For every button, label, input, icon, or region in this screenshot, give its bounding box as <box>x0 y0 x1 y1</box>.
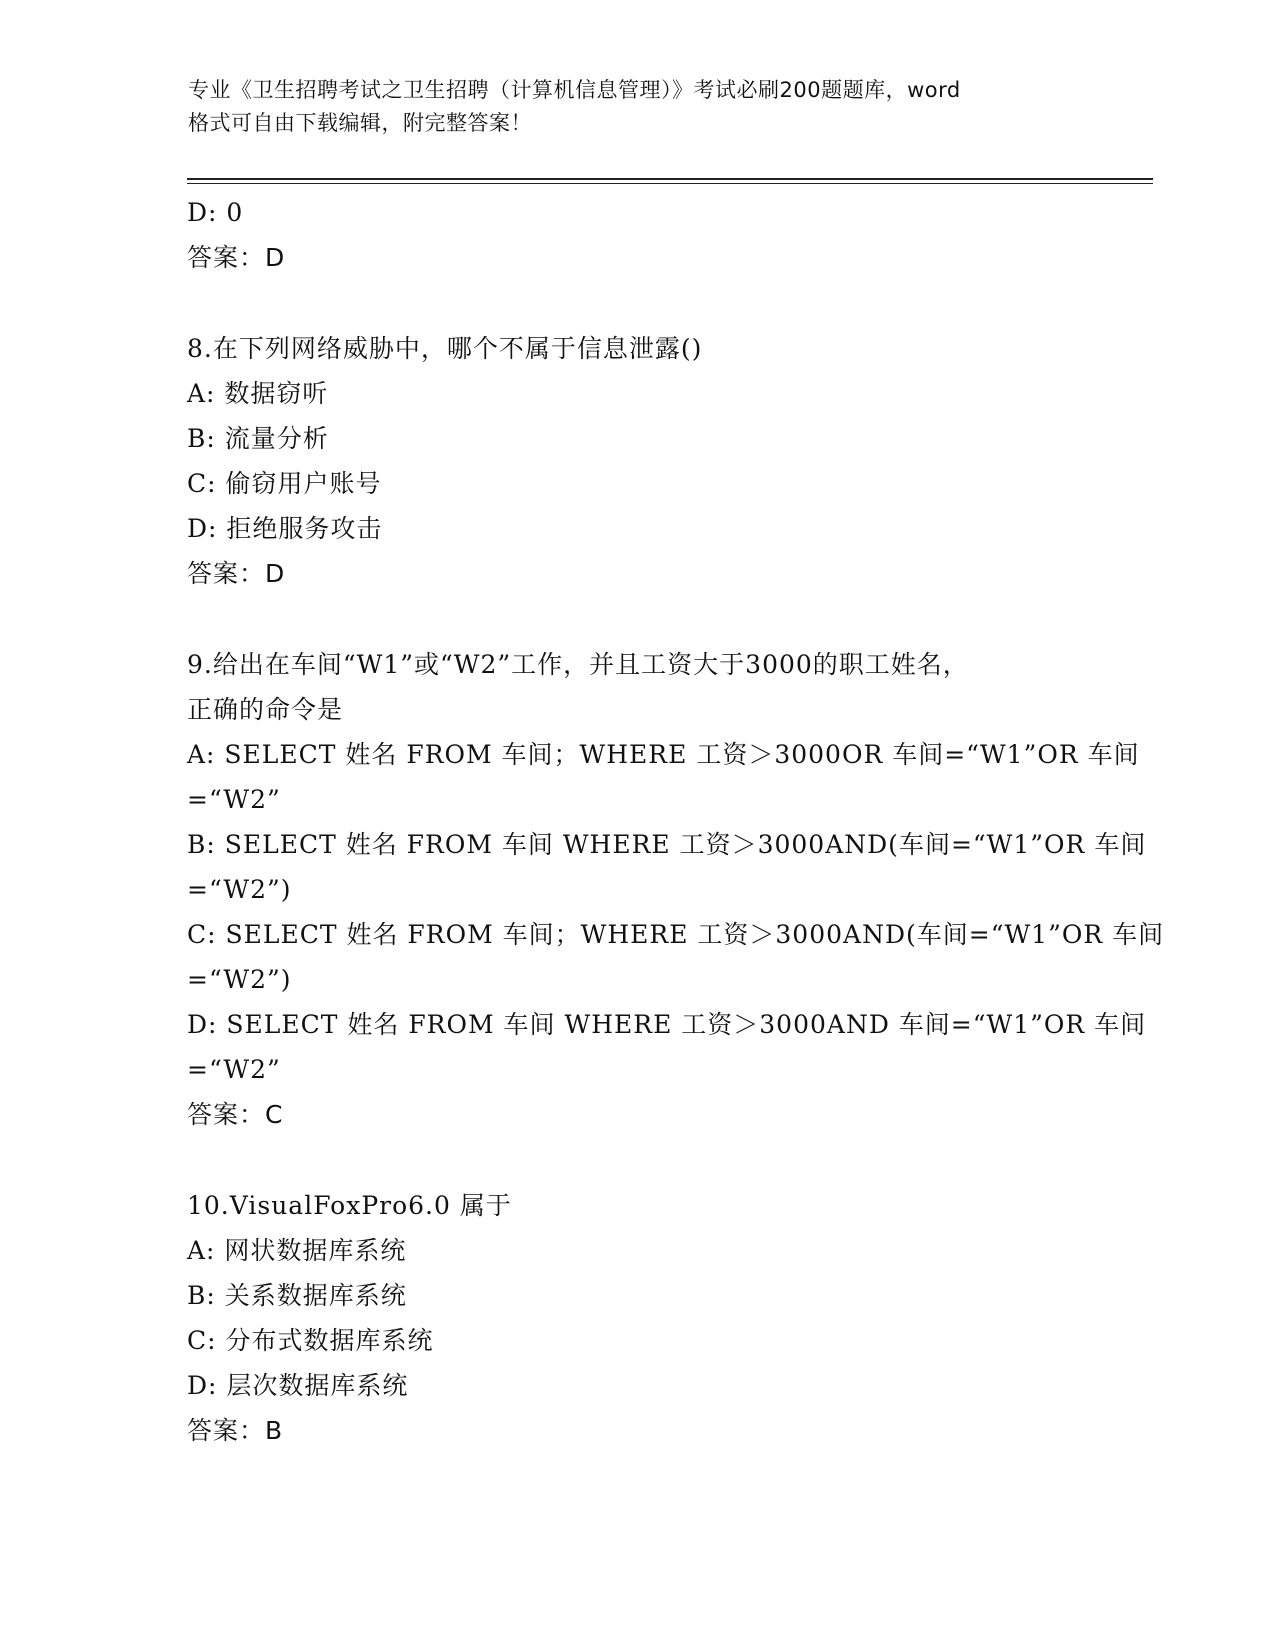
question-9-option-c-line-2: =“W2”) <box>187 965 292 994</box>
question-10-stem: 10.VisualFoxPro6.0 属于 <box>187 1191 512 1220</box>
document-header <box>188 74 1088 140</box>
question-10-option-b: B: 关系数据库系统 <box>187 1281 407 1310</box>
question-10-answer: 答案：B <box>187 1416 284 1445</box>
question-9-option-d-line-2: =“W2” <box>187 1055 281 1084</box>
question-8-option-b: B: 流量分析 <box>187 424 329 453</box>
question-8-answer: 答案：D <box>187 559 286 588</box>
question-9-option-a-line-2: =“W2” <box>187 785 281 814</box>
question-7-block <box>187 190 1087 280</box>
question-9-option-c-line-1: C: SELECT 姓名 FROM 车间；WHERE 工资＞3000AND(车间=“W1”OR 车间 <box>187 920 1165 949</box>
question-10-option-d: D: 层次数据库系统 <box>187 1371 409 1400</box>
question-9-option-d-line-1: D: SELECT 姓名 FROM 车间 WHERE 工资＞3000AND 车间=“W1”OR 车间 <box>187 1010 1147 1039</box>
question-8-option-a: A: 数据窃听 <box>187 379 329 408</box>
spacer <box>187 1137 1087 1183</box>
question-10-block <box>187 1183 1087 1453</box>
header-line-1: 专业《卫生招聘考试之卫生招聘（计算机信息管理）》考试必刷200题题库，word <box>188 78 961 102</box>
question-9-stem-line-1: 9.给出在车间“W1”或“W2”工作，并且工资大于3000的职工姓名， <box>187 650 969 679</box>
question-9-block <box>187 642 1165 1137</box>
question-7-option-d: D: 0 <box>187 198 244 227</box>
spacer <box>187 280 1087 326</box>
header-divider-thick <box>187 178 1153 180</box>
question-9-option-a-line-1: A: SELECT 姓名 FROM 车间；WHERE 工资＞3000OR 车间=“W1”OR 车间 <box>187 740 1140 769</box>
header-divider-thin <box>187 183 1153 184</box>
question-8-stem: 8.在下列网络威胁中，哪个不属于信息泄露() <box>187 334 703 363</box>
question-9-stem-line-2: 正确的命令是 <box>187 695 344 724</box>
question-9-option-b-line-2: =“W2”) <box>187 875 292 904</box>
header-line-2: 格式可自由下载编辑，附完整答案！ <box>188 111 532 135</box>
question-list <box>187 190 1165 1453</box>
question-10-option-c: C: 分布式数据库系统 <box>187 1326 434 1355</box>
question-8-option-d: D: 拒绝服务攻击 <box>187 514 383 543</box>
question-9-answer: 答案：C <box>187 1100 284 1129</box>
spacer <box>187 596 1087 642</box>
question-10-option-a: A: 网状数据库系统 <box>187 1236 407 1265</box>
question-8-option-c: C: 偷窃用户账号 <box>187 469 382 498</box>
question-8-block <box>187 326 1087 596</box>
question-7-answer: 答案：D <box>187 243 286 272</box>
question-9-option-b-line-1: B: SELECT 姓名 FROM 车间 WHERE 工资＞3000AND(车间=“W1”OR 车间 <box>187 830 1147 859</box>
